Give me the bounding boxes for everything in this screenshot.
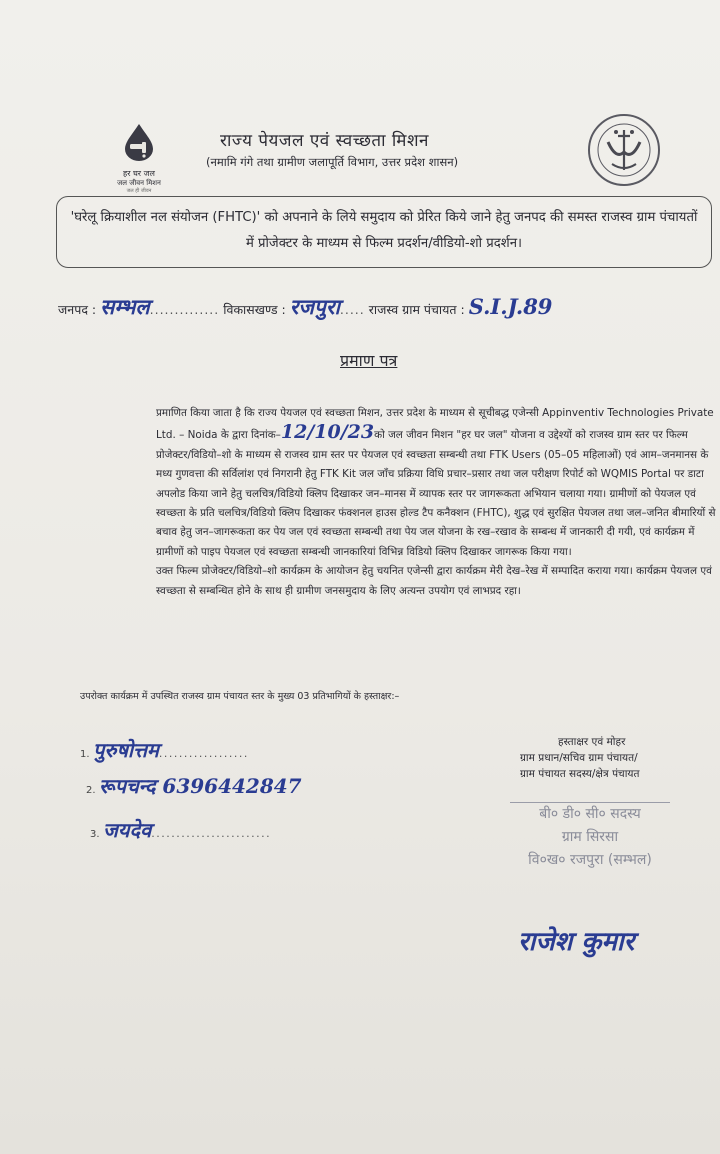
signatory-signature: राजेश कुमार [518, 927, 635, 957]
district-label: जनपद : [58, 302, 97, 317]
participant-number: 1. [80, 749, 90, 760]
signature-dots: .................. [158, 747, 249, 760]
page-title: राज्य पेयजल एवं स्वच्छता मिशन [220, 131, 429, 151]
har-ghar-jal-logo [104, 122, 174, 196]
certificate-paragraph-2: उक्त फिल्म प्रोजेक्टर/विडियो–शो कार्यक्रम के आयोजन हेतु चयनित एजेन्सी द्वारा कार्यक्रम मेरी देख–रेख में सम्पादित कराया गया। कार्यक्रम पेयजल एवं स्वच्छता से सम्बन्धित होने के साथ ही ग्रामीण जनसमुदाय के लिए अत्यन्त उपयोग एवं लाभप्रद रहा। [156, 565, 712, 597]
paragraph-1-rest: को जल जीवन मिशन "हर घर जल" योजना व उद्देश्यों को राजस्व ग्राम स्तर पर फिल्म प्रोजेक्टर/विडियो–शो के माध्यम से राजस्व ग्राम स्तर पर पेयजल एवं स्वच्छता सम्बन्धी तथा FTK Users (05–05 महिलाओं) एवं आम–जनमानस के मध्य गुणवत्ता की सर्विलांश एवं निगरानी हेतु FTK Kit जल जाँच प्रक्रिया विधि प्रचार–प्रसार तथा जल परीक्षण रिपोर्ट को WQMIS Portal पर डाटा अपलोड किया जाने हेतु चलचित्र/विडियो क्लिप दिखाकर जन–मानस में व्यापक स्तर पर जागरूकता अभियान चलाया गया। ग्रामीणों को पेयजल एवं स्वच्छता के प्रति चलचित्र/विडियो क्लिप दिखाकर फंक्शनल हाउस होल्ड टैप कनैक्शन (FHTC), शुद्ध एवं सुरक्षित पेयजल तथा जल–जनित बीमारियों से बचाव हेतु जन–जागरूकता कर पेय जल एवं स्वच्छता सम्बन्धी तथा पेय जल योजना के रख–रखाव के सम्बन्ध में जानकारी दी गयी, एवं कार्यक्रम में ग्रामीणों को पाइप पेयजल एवं स्वच्छता सम्बन्धी जानकारियां विभिन्न विडियो क्लिप दिखाकर जागरूक किया गया। [156, 429, 716, 558]
participant-signature: जयदेव [103, 818, 152, 842]
panchayat-label: राजस्व ग्राम पंचायत : [368, 302, 465, 317]
panchayat-value: S.I.J.89 [468, 294, 553, 319]
up-government-emblem-icon [586, 112, 662, 188]
stamp-line-2: ग्राम सिरसा [561, 829, 619, 845]
district-value: सम्भल [100, 294, 150, 319]
signatory-line-3: ग्राम पंचायत सदस्य/क्षेत्र पंचायत [520, 768, 640, 780]
block-value: रजपुरा [289, 294, 340, 319]
paragraph-1-start: प्रमाणित किया जाता है कि राज्य पेयजल एवं स्वच्छता मिशन, उत्तर प्रदेश के माध्यम से सूचीबद्ध एजेन्सी Appinventiv Technologies Private Ltd. – Noida के द्वारा दिनांक– [156, 407, 714, 442]
participants-note: उपरोक्त कार्यक्रम में उपस्थित राजस्व ग्राम पंचायत स्तर के मुख्य 03 प्रतिभागियों के हस्ताक्षर:– [80, 691, 400, 702]
participant-signature: पुरुषोत्तम [93, 738, 159, 762]
location-fields [58, 293, 552, 321]
official-stamp [500, 802, 680, 876]
logo-text-3: जल ही जीवन [126, 188, 152, 194]
block-dots: ..... [339, 302, 365, 317]
logo-text-2: जल जीवन मिशन [117, 179, 161, 187]
participant-number: 3. [90, 829, 100, 840]
water-drop-icon [121, 122, 157, 162]
participant-signature: रूपचन्द 6396442847 [99, 774, 302, 798]
block-label: विकासखण्ड : [223, 302, 286, 317]
logo-text-1: हर घर जल [123, 169, 155, 178]
page-subtitle: (नमामि गंगे तथा ग्रामीण जलापूर्ति विभाग, उत्तर प्रदेश शासन) [206, 155, 459, 169]
district-dots: .............. [149, 302, 220, 317]
certificate-body [64, 404, 720, 601]
signatory-line-2: ग्राम प्रधान/सचिव ग्राम पंचायत/ [520, 752, 638, 764]
signatory-block [520, 734, 640, 782]
participant-number: 2. [86, 785, 96, 796]
stamp-line-3: वि०ख० रजपुरा (सम्भल) [528, 852, 652, 868]
stamp-line-1: बी० डी० सी० सदस्य [539, 806, 641, 822]
signature-dots: ........................ [151, 827, 272, 840]
scheme-banner: 'घरेलू क्रियाशील नल संयोजन (FHTC)' को अपनाने के लिये समुदाय को प्रेरित किये जाने हेतु जनपद की समस्त राजस्व ग्राम पंचायतों में प्रोजेक्टर के माध्यम से फिल्म प्रदर्शन/वीडियो-शो प्रदर्शन। [56, 196, 712, 268]
certificate-heading: प्रमाण पत्र [340, 351, 398, 370]
program-date: 12/10/23 [280, 421, 375, 444]
participant-row [86, 772, 302, 799]
participant-row [80, 736, 249, 763]
certificate-paragraph-1 [64, 404, 720, 562]
participant-row [90, 816, 271, 843]
signatory-line-1: हस्ताक्षर एवं मोहर [558, 736, 626, 748]
